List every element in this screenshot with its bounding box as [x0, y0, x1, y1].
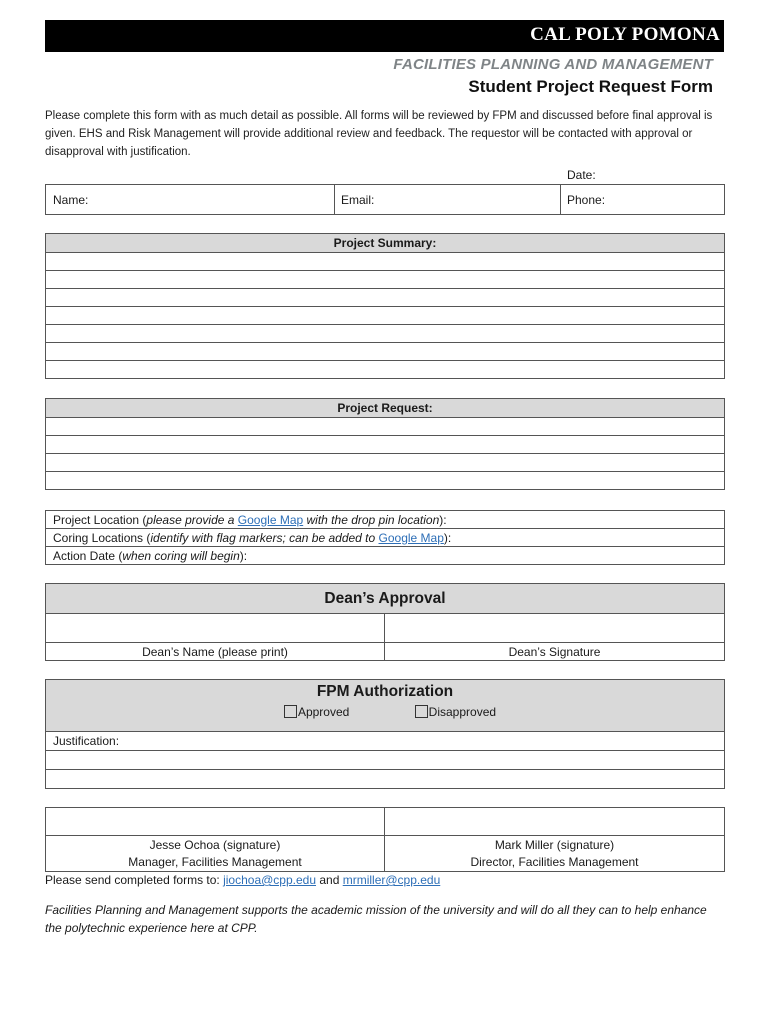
action-prefix: Action Date ( [53, 548, 123, 563]
location-instruction-2: with the drop pin location [303, 512, 440, 527]
phone-field[interactable] [561, 185, 725, 215]
manager-title: Manager, Facilities Management [128, 854, 302, 869]
send-prefix: Please send completed forms to: [45, 873, 224, 887]
email-link-ochoa[interactable]: jiochoa@cpp.edu [223, 873, 317, 887]
manager-signature-input[interactable] [46, 808, 385, 836]
director-name: Mark Miller (signature) [494, 837, 615, 852]
signatures-table [45, 807, 725, 872]
summary-line[interactable] [46, 325, 725, 343]
send-and: and [316, 873, 343, 887]
dean-approval-header: Dean’s Approval [46, 584, 725, 614]
project-summary-header: Project Summary: [46, 234, 725, 253]
fpm-authorization-header [46, 680, 725, 732]
name-field[interactable] [46, 185, 335, 215]
location-table [45, 510, 725, 565]
summary-line[interactable] [46, 361, 725, 379]
location-prefix: Project Location ( [53, 512, 147, 527]
coring-prefix: Coring Locations ( [53, 530, 151, 545]
approval-options [46, 705, 724, 719]
director-signature-label [385, 836, 725, 872]
coring-suffix: ): [443, 530, 452, 545]
dean-name-input[interactable] [46, 614, 385, 643]
request-line[interactable] [46, 436, 725, 454]
header-banner [45, 20, 724, 52]
manager-name: Jesse Ochoa (signature) [149, 837, 281, 852]
contact-table [45, 184, 725, 215]
dean-signature-input[interactable] [385, 614, 725, 643]
date-label: Date: [567, 168, 596, 182]
location-instruction: please provide a [146, 512, 238, 527]
action-date-field[interactable] [46, 547, 725, 565]
justification-line[interactable] [46, 770, 725, 789]
dean-approval-table [45, 583, 725, 661]
justification-field[interactable] [46, 732, 725, 751]
send-instructions [45, 873, 440, 887]
project-summary-table [45, 233, 725, 379]
google-map-link[interactable]: Google Map [378, 530, 444, 545]
location-suffix: ): [439, 512, 447, 527]
project-location-field[interactable] [46, 511, 725, 529]
university-name: CAL POLY POMONA [530, 24, 720, 45]
approved-label: Approved [297, 705, 350, 719]
director-signature-input[interactable] [385, 808, 725, 836]
disapproved-label: Disapproved [428, 705, 497, 719]
email-field[interactable] [335, 185, 561, 215]
request-line[interactable] [46, 454, 725, 472]
department-title: FACILITIES PLANNING AND MANAGEMENT [393, 56, 713, 73]
google-map-link[interactable]: Google Map [237, 512, 304, 527]
request-line[interactable] [46, 472, 725, 490]
email-label: Email: [341, 192, 375, 207]
approved-option[interactable] [284, 705, 349, 719]
email-link-miller[interactable]: mrmiller@cpp.edu [342, 873, 441, 887]
director-title: Director, Facilities Management [470, 854, 639, 869]
intro-text: Please complete this form with as much detail as possible. All forms will be reviewed by FPM and discussed before final approval is given. EHS and Risk Management will provide additional review and feedback. The requestor will be contacted with approval or disapproval with justification. [45, 110, 713, 158]
summary-line[interactable] [46, 271, 725, 289]
justification-label: Justification: [53, 734, 120, 748]
coring-locations-field[interactable] [46, 529, 725, 547]
dean-signature-label: Dean’s Signature [385, 643, 725, 661]
fpm-title: FPM Authorization [316, 683, 454, 700]
form-title: Student Project Request Form [468, 77, 713, 96]
summary-line[interactable] [46, 253, 725, 271]
fpm-authorization-table [45, 679, 725, 789]
justification-line[interactable] [46, 751, 725, 770]
phone-label: Phone: [567, 192, 606, 207]
summary-line[interactable] [46, 307, 725, 325]
project-request-header: Project Request: [46, 399, 725, 418]
name-label: Name: [53, 192, 89, 207]
coring-instruction: identify with flag markers; can be added to [150, 530, 379, 545]
manager-signature-label [46, 836, 385, 872]
summary-line[interactable] [46, 289, 725, 307]
disapproved-checkbox[interactable] [415, 705, 428, 718]
action-suffix: ): [239, 548, 248, 563]
dean-name-label: Dean’s Name (please print) [46, 643, 385, 661]
action-instruction: when coring will begin [122, 548, 240, 563]
disapproved-option[interactable] [415, 705, 496, 719]
approved-checkbox[interactable] [284, 705, 297, 718]
project-request-table [45, 398, 725, 490]
request-line[interactable] [46, 418, 725, 436]
summary-line[interactable] [46, 343, 725, 361]
mission-statement: Facilities Planning and Management supports the academic mission of the university and will do all they can to help enhance the polytechnic experience here at CPP. [45, 903, 707, 935]
